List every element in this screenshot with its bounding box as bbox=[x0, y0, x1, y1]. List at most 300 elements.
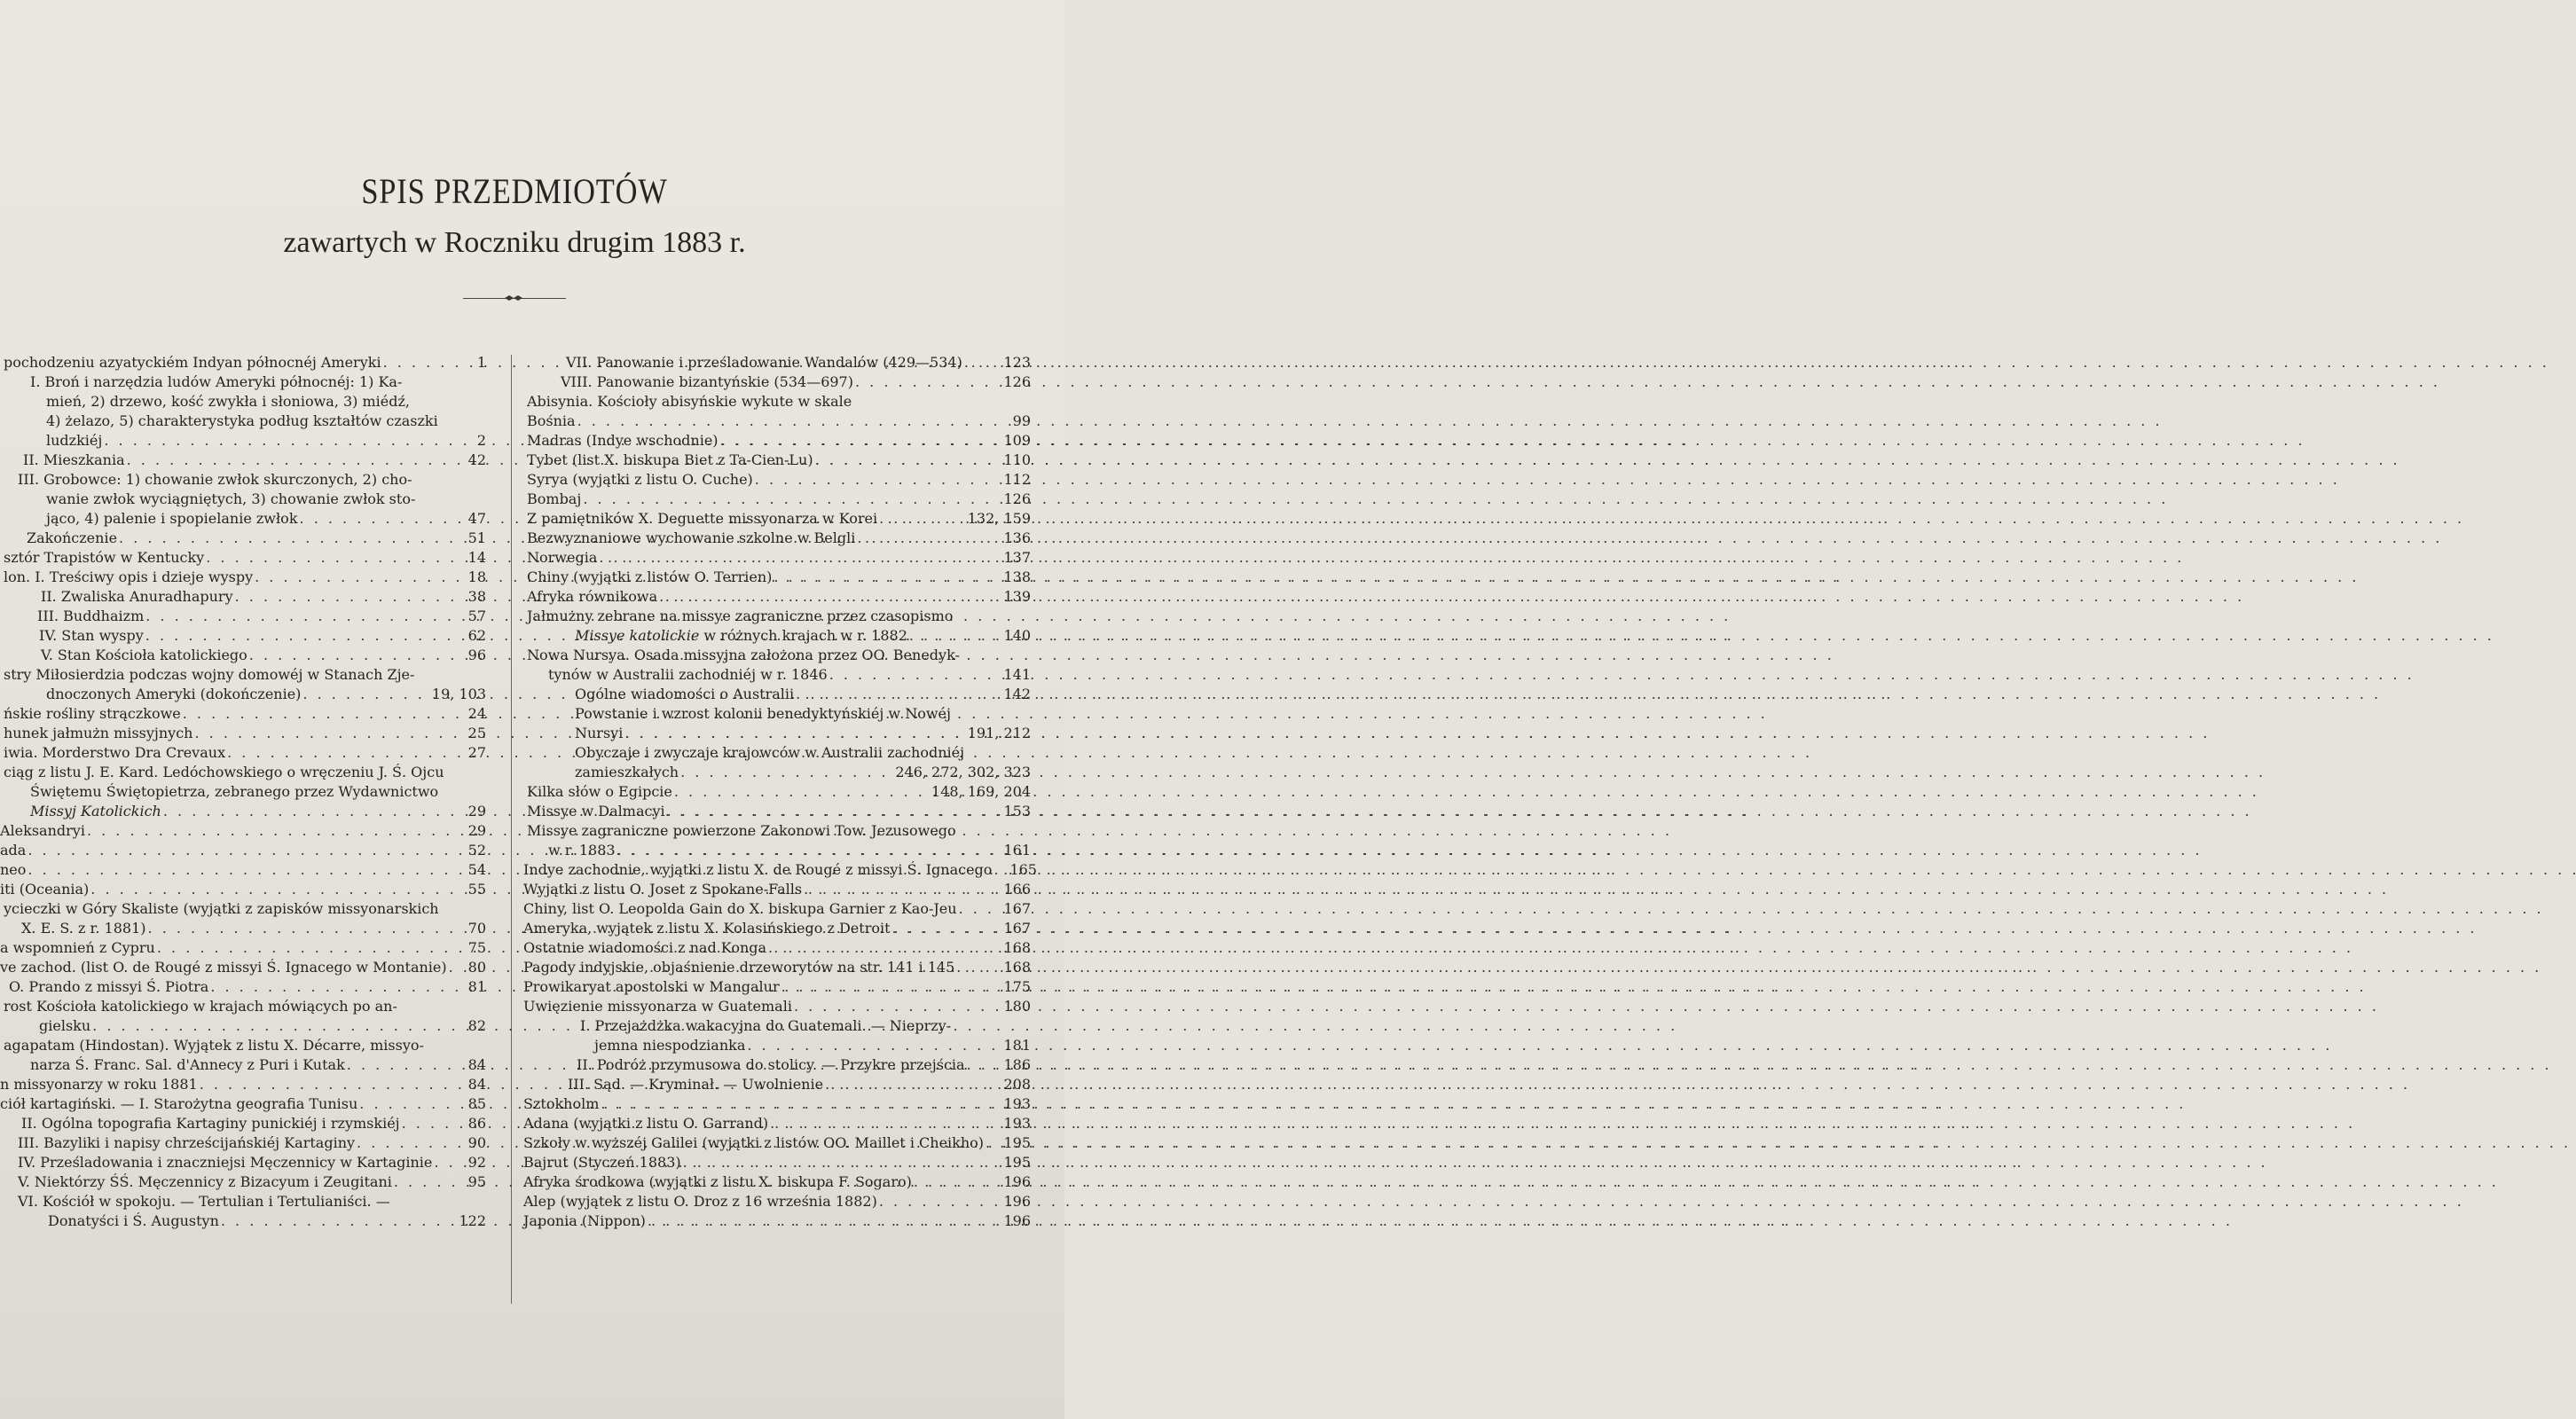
toc-entry-page: 29 bbox=[467, 803, 486, 819]
toc-entry-page: 25 bbox=[467, 725, 486, 741]
toc-entry-page: 90 bbox=[467, 1134, 486, 1151]
toc-entry bbox=[0, 997, 486, 1016]
toc-entry-title: iwia. Morderstwo Dra Crevaux bbox=[4, 744, 226, 761]
dot-leader bbox=[225, 743, 468, 763]
dot-leader bbox=[912, 1172, 1004, 1192]
toc-entry-page: 167 bbox=[1003, 900, 1031, 917]
toc-entry-title: Nursyi bbox=[575, 725, 624, 741]
toc-entry-title: X. E. S. z r. 1881) bbox=[21, 920, 146, 937]
toc-entry bbox=[0, 665, 486, 685]
toc-entry bbox=[523, 724, 1031, 743]
dot-leader bbox=[877, 1192, 1004, 1211]
toc-entry-title: Syrya (wyjątki z listu O. Cuche) bbox=[527, 471, 753, 488]
toc-entry bbox=[523, 685, 1031, 704]
toc-entry-title: I. Broń i narzędzia ludów Ameryki północnéj: 1) Ka- bbox=[30, 373, 403, 390]
toc-entry-title: n missyonarzy w roku 1881 bbox=[0, 1076, 198, 1093]
toc-entry-title: Afryka środkowa (wyjątki z listu X. biskupa F. Sogaro) bbox=[523, 1173, 912, 1190]
toc-entry-page: 99 bbox=[1012, 412, 1031, 429]
toc-entry-page: 126 bbox=[1003, 373, 1031, 390]
toc-entry-page: 168 bbox=[1003, 939, 1031, 956]
dot-leader bbox=[597, 548, 1003, 568]
toc-entry-page: 196 bbox=[1003, 1212, 1031, 1229]
dot-leader bbox=[599, 1094, 1003, 1114]
toc-entry-page: 142 bbox=[1003, 686, 1031, 702]
toc-entry-page: 110 bbox=[1003, 451, 1031, 468]
toc-entry-page: 196 bbox=[1003, 1193, 1031, 1210]
toc-entry-title: II. Zwaliska Anuradhapury bbox=[41, 588, 233, 605]
toc-entry-title: Ogólne wiadomości o Australii bbox=[575, 686, 795, 702]
dot-leader bbox=[253, 568, 468, 587]
toc-entry bbox=[523, 1016, 1031, 1036]
toc-entry-page: 54 bbox=[467, 861, 486, 878]
toc-entry bbox=[523, 763, 1031, 782]
toc-entry bbox=[0, 1036, 486, 1055]
toc-entry bbox=[523, 704, 1031, 724]
toc-entry bbox=[523, 665, 1031, 685]
dot-leader bbox=[657, 587, 1003, 607]
toc-entry-title: pochodzeniu azyatyckiém Indyan północnéj Ameryki bbox=[4, 354, 381, 371]
toc-entry bbox=[0, 470, 486, 490]
toc-entry-page: 195 bbox=[1003, 1134, 1031, 1151]
toc-entry-title: Wyjątki z listu O. Joset z Spokane-Falls bbox=[523, 881, 803, 898]
toc-entry-page: 208 bbox=[1003, 1076, 1031, 1093]
toc-entry-page: 52 bbox=[467, 842, 486, 858]
dot-leader bbox=[102, 431, 468, 451]
toc-entry-title: Pagody indyjskie, objaśnienie drzeworytów na str. 141 i 145 bbox=[523, 959, 955, 976]
toc-entry bbox=[523, 1211, 1031, 1231]
toc-entry-page: 81 bbox=[467, 978, 486, 995]
dot-leader bbox=[447, 958, 468, 977]
toc-entry bbox=[0, 451, 486, 470]
dot-leader bbox=[89, 880, 467, 899]
toc-entry-title: III. Grobowce: 1) chowanie zwłok skurczonych, 2) cho- bbox=[18, 471, 412, 488]
toc-entry bbox=[0, 899, 486, 919]
toc-entry-title: ve zachod. (list O. de Rougé z missyi Ś. Ignacego w Montanie) bbox=[0, 959, 447, 976]
dot-leader bbox=[85, 821, 468, 841]
toc-entry-title: narza Ś. Franc. Sal. d'Annecy z Puri i Kutak bbox=[30, 1056, 345, 1073]
toc-entry-title: V. Stan Kościoła katolickiego bbox=[41, 647, 247, 663]
toc-entry-title: ciąg z listu J. E. Kard. Ledóchowskiego o wręczeniu J. Ś. Ojcu bbox=[4, 764, 444, 780]
toc-entry-title: Uwięzienie missyonarza w Guatemali bbox=[523, 998, 792, 1015]
toc-entry bbox=[0, 704, 486, 724]
toc-entry-title: Bośnia bbox=[527, 412, 576, 429]
toc-entry-page: 82 bbox=[467, 1017, 486, 1034]
toc-entry-page: 246, 272, 302, 323 bbox=[895, 764, 1031, 780]
toc-entry bbox=[0, 568, 486, 587]
toc-entry bbox=[0, 626, 486, 646]
toc-entry-page: 38 bbox=[467, 588, 486, 605]
toc-entry-title: II. Ogólna topografia Kartaginy punickiéj i rzymskiéj bbox=[21, 1115, 400, 1132]
dot-leader bbox=[161, 802, 468, 821]
toc-entry-title: stry Miłosierdzia podczas wojny domowéj w Stanach Zje- bbox=[4, 666, 415, 683]
toc-entry bbox=[0, 1075, 486, 1094]
toc-entry bbox=[523, 451, 1031, 470]
toc-entry bbox=[0, 490, 486, 509]
toc-entry bbox=[523, 607, 1031, 626]
toc-entry bbox=[0, 646, 486, 665]
dot-leader bbox=[665, 802, 1004, 821]
toc-entry bbox=[0, 1055, 486, 1075]
toc-entry-title: Indye zachodnie, wyjątki z listu X. de Rougé z missyi Ś. Ignacego bbox=[523, 861, 993, 878]
dot-leader bbox=[792, 997, 1004, 1016]
toc-entry-page: 175 bbox=[1003, 978, 1031, 995]
toc-entry-page: 92 bbox=[467, 1154, 486, 1171]
toc-entry-title: II. Mieszkania bbox=[23, 451, 125, 468]
toc-entry bbox=[0, 1172, 486, 1192]
toc-entry-title: Bezwyznaniowe wychowanie szkolne w Belgli bbox=[527, 529, 856, 546]
toc-entry-page: 75 bbox=[467, 939, 486, 956]
toc-entry-title: IV. Prześladowania i znaczniejsi Męczennicy w Kartaginie bbox=[18, 1154, 433, 1171]
toc-entry bbox=[523, 392, 1031, 412]
toc-entry-title: neo bbox=[0, 861, 27, 878]
toc-entry-page: 180 bbox=[1003, 998, 1031, 1015]
toc-entry-title: mień, 2) drzewo, kość zwykła i słoniowa, 3) miédź, bbox=[46, 393, 411, 410]
toc-entry-page: 18 bbox=[467, 568, 486, 585]
dot-leader bbox=[672, 782, 931, 802]
dot-leader bbox=[208, 977, 467, 997]
toc-entry-page: 136 bbox=[1003, 529, 1031, 546]
toc-entry-title: ńskie rośliny strączkowe bbox=[4, 705, 181, 722]
toc-entry-page: 141 bbox=[1003, 666, 1031, 683]
dot-leader bbox=[247, 646, 468, 665]
toc-entry-title: Afryka równikowa bbox=[527, 588, 658, 605]
toc-entry-title: Prowikaryat apostolski w Mangalur bbox=[523, 978, 780, 995]
toc-left-column bbox=[0, 353, 486, 1231]
toc-entry-page: 122 bbox=[459, 1212, 486, 1229]
toc-entry-page: 168 bbox=[1003, 959, 1031, 976]
toc-entry-title: Missye w Dalmacyi bbox=[527, 803, 665, 819]
toc-entry bbox=[0, 392, 486, 412]
dot-leader bbox=[794, 685, 1003, 704]
toc-entry-title: ycieczki w Góry Skaliste (wyjątki z zapisków missyonarskich bbox=[4, 900, 439, 917]
toc-entry-page: 161 bbox=[1003, 842, 1031, 858]
dot-leader bbox=[992, 860, 1009, 880]
dot-leader bbox=[965, 1055, 1004, 1075]
toc-entry-page: 85 bbox=[467, 1095, 486, 1112]
dot-leader bbox=[768, 1114, 1003, 1133]
dot-leader bbox=[802, 880, 1003, 899]
toc-entry bbox=[0, 977, 486, 997]
toc-entry bbox=[0, 841, 486, 860]
toc-entry-title: a wspomnień z Cypru bbox=[0, 939, 155, 956]
toc-entry bbox=[523, 743, 1031, 763]
dot-leader bbox=[198, 1075, 468, 1094]
toc-entry-title: III. Buddhaizm bbox=[37, 608, 145, 624]
toc-entry bbox=[523, 353, 1031, 372]
toc-entry-page: 137 bbox=[1003, 549, 1031, 566]
toc-entry bbox=[0, 607, 486, 626]
toc-entry bbox=[0, 763, 486, 782]
toc-entry-title: VIII. Panowanie bizantyńskie (534—697) bbox=[561, 373, 853, 390]
toc-entry-page: 47 bbox=[467, 510, 486, 527]
toc-entry-title: dnoczonych Ameryki (dokończenie) bbox=[46, 686, 302, 702]
dot-leader bbox=[355, 1133, 468, 1153]
toc-entry-title: ciół kartagiński. — I. Starożytna geografia Tunisu bbox=[0, 1095, 358, 1112]
toc-entry bbox=[0, 412, 486, 431]
dot-leader bbox=[381, 353, 468, 372]
dot-leader bbox=[957, 899, 1004, 919]
toc-entry-title: III. Bazyliki i napisy chrześcijańskiéj Kartaginy bbox=[18, 1134, 356, 1151]
toc-entry bbox=[0, 587, 486, 607]
dot-leader bbox=[181, 704, 468, 724]
toc-entry bbox=[523, 1192, 1031, 1211]
toc-entry-title: VII. Panowanie i prześladowanie Wandalów (429—534) bbox=[566, 354, 962, 371]
toc-entry bbox=[0, 1211, 486, 1231]
toc-entry bbox=[0, 821, 486, 841]
dot-leader bbox=[855, 529, 1003, 548]
toc-entry bbox=[0, 1016, 486, 1036]
toc-entry-page: 27 bbox=[467, 744, 486, 761]
dot-leader bbox=[125, 451, 468, 470]
toc-entry-title: Szkoły w wyższéj Galilei (wyjątki z listów OO. Maillet i Cheikho) bbox=[523, 1134, 985, 1151]
toc-entry bbox=[0, 743, 486, 763]
toc-entry-page: 165 bbox=[1009, 861, 1037, 878]
page-title: SPIS PRZEDMIOTÓW bbox=[361, 171, 668, 211]
toc-entry bbox=[0, 919, 486, 938]
toc-entry-page: 70 bbox=[467, 920, 486, 937]
toc-entry-title: Bajrut (Styczeń 1883) bbox=[523, 1154, 681, 1171]
toc-entry-title: Madras (Indye wschodnie) bbox=[527, 432, 719, 449]
toc-entry-page: 2 bbox=[476, 432, 486, 449]
dot-leader bbox=[301, 685, 432, 704]
toc-entry-title: Missye zagraniczne powierzone Zakonowi Tow. Jezusowego bbox=[527, 822, 956, 839]
toc-entry-title: Ostatnie wiadomości z nad Konga bbox=[523, 939, 767, 956]
dot-leader bbox=[719, 431, 1004, 451]
toc-entry-title: I. Przejażdżka wakacyjna do Guatemali. — Nieprzy- bbox=[580, 1017, 952, 1034]
toc-right-column bbox=[523, 353, 1037, 1231]
dot-leader bbox=[877, 509, 968, 529]
toc-entry bbox=[523, 431, 1031, 451]
toc-entry bbox=[0, 372, 486, 392]
toc-entry-title: II. Podróż przymusowa do stolicy. — Przykre przejścia bbox=[577, 1056, 965, 1073]
toc-entry-page: 96 bbox=[467, 647, 486, 663]
toc-entry bbox=[523, 958, 1031, 977]
toc-entry bbox=[523, 841, 1031, 860]
toc-entry bbox=[0, 938, 486, 958]
toc-entry-title: Chiny, list O. Leopolda Gain do X. biskupa Garnier z Kao-Jeu bbox=[523, 900, 957, 917]
toc-entry-page: 14 bbox=[467, 549, 486, 566]
dot-leader bbox=[233, 587, 468, 607]
toc-entry-page: 193 bbox=[1003, 1095, 1031, 1112]
toc-entry-page: 55 bbox=[467, 881, 486, 898]
divider-ornament-icon bbox=[504, 294, 523, 302]
toc-entry-title: Jałmużny zebrane na missye zagraniczne przez czasopismo bbox=[527, 608, 954, 624]
toc-entry-title: rost Kościoła katolickiego w krajach mówiących po an- bbox=[4, 998, 397, 1015]
toc-entry bbox=[523, 821, 1031, 841]
dot-leader bbox=[144, 607, 467, 626]
toc-entry-title: sztór Trapistów w Kentucky bbox=[4, 549, 205, 566]
toc-entry bbox=[523, 938, 1031, 958]
dot-leader bbox=[219, 1211, 459, 1231]
scanned-page bbox=[0, 0, 1064, 1419]
toc-entry-page: 123 bbox=[1003, 354, 1031, 371]
dot-leader bbox=[745, 1036, 1003, 1055]
toc-entry-title: iti (Oceania) bbox=[0, 881, 90, 898]
toc-entry bbox=[523, 1055, 1031, 1075]
toc-entry-title: Bombaj bbox=[527, 490, 582, 507]
toc-entry-page: 19, 103 bbox=[431, 686, 486, 702]
toc-entry bbox=[523, 1114, 1031, 1133]
toc-entry-page: 148, 169, 204 bbox=[931, 783, 1031, 800]
toc-entry-page: 24 bbox=[467, 705, 486, 722]
toc-entry-title: Donatyści i Ś. Augustyn bbox=[48, 1212, 219, 1229]
dot-leader bbox=[581, 490, 1003, 509]
dot-leader bbox=[90, 1016, 467, 1036]
toc-entry-title: lon. I. Treściwy opis i dzieje wyspy bbox=[4, 568, 254, 585]
toc-entry-title: Sztokholm bbox=[523, 1095, 600, 1112]
toc-entry-title: w r. 1883 bbox=[548, 842, 616, 858]
dot-leader bbox=[26, 860, 467, 880]
toc-entry-page: 181 bbox=[1003, 1037, 1031, 1054]
dot-leader bbox=[772, 568, 1003, 587]
toc-entry-page: 86 bbox=[467, 1115, 486, 1132]
toc-entry bbox=[523, 1153, 1031, 1172]
dot-leader bbox=[616, 841, 1004, 860]
toc-entry bbox=[0, 1153, 486, 1172]
toc-entry-title: Powstanie i wzrost kolonii benedyktyńskiéj w Nowéj bbox=[575, 705, 951, 722]
dot-leader bbox=[813, 451, 1004, 470]
dot-leader bbox=[26, 841, 467, 860]
toc-entry-title: Z pamiętników X. Deguette missyonarza w Korei bbox=[527, 510, 878, 527]
toc-entry-title: Missyj Katolickich bbox=[30, 803, 161, 819]
toc-entry bbox=[0, 958, 486, 977]
toc-entry-title: Adana (wyjątki z listu O. Garrand) bbox=[523, 1115, 769, 1132]
toc-entry-page: 57 bbox=[467, 608, 486, 624]
toc-entry-title: ludzkiéj bbox=[46, 432, 103, 449]
toc-entry-page: 166 bbox=[1003, 881, 1031, 898]
dot-leader bbox=[400, 1114, 468, 1133]
toc-entry-title: Chiny (wyjątki z listów O. Terrien) bbox=[527, 568, 773, 585]
toc-entry-page: 195 bbox=[1003, 1154, 1031, 1171]
toc-entry bbox=[523, 568, 1031, 587]
toc-entry-title: Alep (wyjątek z listu O. Droz z 16 września 1882) bbox=[523, 1193, 877, 1210]
toc-entry-title: gielsku bbox=[39, 1017, 91, 1034]
toc-entry-title: 4) żelazo, 5) charakterystyka podług kształtów czaszki bbox=[46, 412, 438, 429]
dot-leader bbox=[345, 1055, 468, 1075]
toc-entry-page: 186 bbox=[1003, 1056, 1031, 1073]
dot-leader bbox=[357, 1094, 467, 1114]
toc-entry-page: 153 bbox=[1003, 803, 1031, 819]
toc-entry-title: jąco, 4) palenie i spopielanie zwłok bbox=[46, 510, 298, 527]
dot-leader bbox=[155, 938, 468, 958]
dot-leader bbox=[192, 724, 467, 743]
toc-entry bbox=[523, 1094, 1031, 1114]
toc-entry-page: 1 bbox=[476, 354, 486, 371]
toc-entry-page: 29 bbox=[467, 822, 486, 839]
toc-entry-page: 62 bbox=[467, 627, 486, 644]
toc-entry bbox=[0, 1094, 486, 1114]
dot-leader bbox=[646, 1211, 1004, 1231]
dot-leader bbox=[623, 724, 967, 743]
toc-entry bbox=[523, 372, 1031, 392]
toc-entry-page: 140 bbox=[1003, 627, 1031, 644]
toc-entry bbox=[523, 899, 1031, 919]
toc-entry-page: 42 bbox=[467, 451, 486, 468]
toc-entry-title: Japonia (Nippon) bbox=[523, 1212, 646, 1229]
toc-entry bbox=[0, 353, 486, 372]
toc-entry-title: Zakończenie bbox=[27, 529, 118, 546]
toc-entry bbox=[523, 490, 1031, 509]
toc-entry-page: 193 bbox=[1003, 1115, 1031, 1132]
toc-entry-title: ada bbox=[0, 842, 27, 858]
dot-leader bbox=[907, 626, 1004, 646]
toc-entry-page: 84 bbox=[467, 1056, 486, 1073]
dot-leader bbox=[392, 1172, 468, 1192]
toc-entry-page: 109 bbox=[1003, 432, 1031, 449]
dot-leader bbox=[853, 372, 1003, 392]
toc-entry-page: 80 bbox=[467, 959, 486, 976]
toc-entry bbox=[523, 1036, 1031, 1055]
toc-entry bbox=[0, 860, 486, 880]
toc-entry bbox=[0, 431, 486, 451]
toc-entry-page: 132, 159 bbox=[967, 510, 1031, 527]
dot-leader bbox=[780, 977, 1004, 997]
toc-entry-title: Ameryka, wyjątek z listu X. Kolasińskiego z Detroit bbox=[523, 920, 891, 937]
toc-entry-page: 112 bbox=[1003, 471, 1031, 488]
toc-entry bbox=[523, 997, 1031, 1016]
toc-entry bbox=[0, 802, 486, 821]
toc-entry bbox=[523, 1075, 1031, 1094]
toc-entry bbox=[0, 782, 486, 802]
toc-entry bbox=[0, 529, 486, 548]
toc-entry-title: wanie zwłok wyciągniętych, 3) chowanie zwłok sto- bbox=[46, 490, 416, 507]
toc-entry-title: Tybet (list X. biskupa Biet z Ta-Cien-Lu) bbox=[527, 451, 813, 468]
toc-entry bbox=[523, 1172, 1031, 1192]
dot-leader bbox=[679, 763, 895, 782]
dot-leader bbox=[204, 548, 467, 568]
dot-leader bbox=[298, 509, 468, 529]
toc-entry bbox=[523, 470, 1031, 490]
toc-entry-title: O. Prando z missyi Ś. Piotra bbox=[9, 978, 209, 995]
toc-entry-title: agapatam (Hindostan). Wyjątek z listu X. Décarre, missyo- bbox=[4, 1037, 424, 1054]
toc-entry bbox=[523, 529, 1031, 548]
toc-entry bbox=[0, 548, 486, 568]
toc-entry-title: jemna niespodzianka bbox=[594, 1037, 746, 1054]
dot-leader bbox=[753, 470, 1004, 490]
dot-leader bbox=[962, 353, 1004, 372]
toc-entry bbox=[0, 724, 486, 743]
toc-entry-title: III. Sąd. — Kryminał. — Uwolnienie bbox=[568, 1076, 824, 1093]
dot-leader bbox=[117, 529, 468, 548]
dot-leader bbox=[984, 1133, 1003, 1153]
toc-entry-title: Norwegia bbox=[527, 549, 598, 566]
toc-entry bbox=[0, 1114, 486, 1133]
toc-entry bbox=[523, 880, 1031, 899]
toc-entry bbox=[523, 782, 1031, 802]
dot-leader bbox=[828, 665, 1004, 685]
toc-entry bbox=[523, 548, 1031, 568]
toc-entry-title: Obyczaje i zwyczaje krajowców w Australii zachodniéj bbox=[575, 744, 965, 761]
toc-entry bbox=[523, 1133, 1031, 1153]
toc-entry-page: 191, 212 bbox=[967, 725, 1031, 741]
toc-entry-title: VI. Kościół w spokoju. — Tertulian i Tertulianiści. — bbox=[18, 1193, 390, 1210]
toc-entry-page: 95 bbox=[467, 1173, 486, 1190]
toc-entry bbox=[0, 1192, 486, 1211]
toc-entry-title: IV. Stan wyspy bbox=[39, 627, 144, 644]
toc-entry-title: Świętemu Świętopietrza, zebranego przez Wydawnictwo bbox=[30, 783, 439, 800]
toc-entry-page: 138 bbox=[1003, 568, 1031, 585]
toc-entry-page: 126 bbox=[1003, 490, 1031, 507]
toc-entry bbox=[523, 646, 1031, 665]
toc-entry bbox=[523, 977, 1031, 997]
toc-entry bbox=[523, 587, 1031, 607]
toc-entry-title: Abisynia. Kościoły abisyńskie wykute w skale bbox=[527, 393, 852, 410]
toc-entry bbox=[0, 509, 486, 529]
toc-entry bbox=[523, 509, 1031, 529]
toc-entry bbox=[0, 685, 486, 704]
toc-entry-title: tynów w Australii zachodniéj w r. 1846 bbox=[548, 666, 828, 683]
toc-entry-title: hunek jałmużn missyjnych bbox=[4, 725, 193, 741]
